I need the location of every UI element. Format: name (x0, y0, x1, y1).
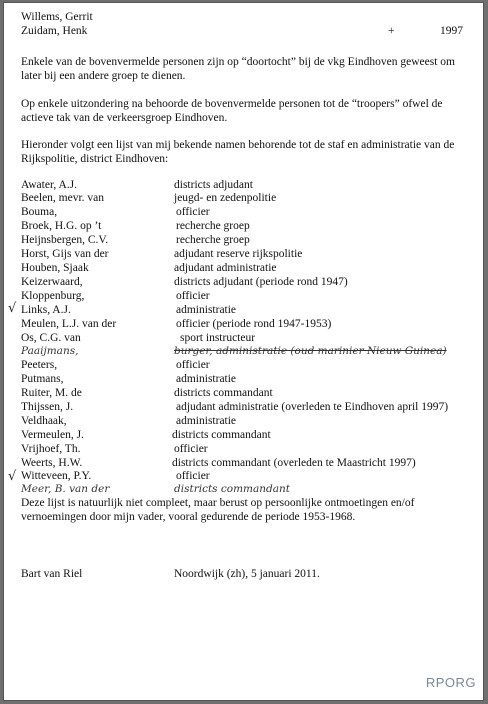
staff-name: Thijssen, J. (21, 401, 74, 413)
header-plus: + (388, 25, 395, 37)
staff-role: districts commandant (174, 483, 290, 495)
paragraph-2: Op enkele uitzondering na behoorde de bovenvermelde personen tot de “troopers” ofwel de actieve tak van de verkeersgroep Eindhoven. (21, 98, 443, 124)
staff-role: districts commandant (172, 429, 271, 441)
staff-name: Vrijhoef, Th. (21, 443, 81, 455)
staff-name: Houben, Sjaak (21, 262, 89, 274)
staff-role: districts commandant (overleden te Maastricht 1997) (172, 457, 416, 469)
staff-name: Bouma, (21, 206, 58, 218)
staff-name: Os, C.G. van (21, 332, 81, 344)
staff-role: adjudant reserve rijkspolitie (174, 248, 303, 260)
staff-name: Ruiter, M. de (21, 387, 82, 399)
staff-name: Vermeulen, J. (21, 429, 84, 441)
staff-name: Paaijmans, (21, 345, 79, 357)
staff-role: administratie (176, 373, 237, 385)
staff-role: adjudant administratie (174, 262, 277, 274)
staff-role: officier (176, 206, 210, 218)
paragraph-3: Hieronder volgt een lijst van mij bekende namen behorende tot de staf en administratie van de Rijkspolitie, district Eindhoven: (21, 139, 455, 165)
header-name-2: Zuidam, Henk (21, 25, 88, 37)
staff-name: Links, A.J. (21, 304, 71, 316)
staff-role: recherche groep (176, 234, 250, 246)
checkmark-witteveen: √ (8, 469, 17, 484)
staff-role: sport instructeur (180, 332, 256, 344)
checkmark-links: √ (8, 301, 17, 316)
staff-role: districts adjudant (periode rond 1947) (174, 276, 348, 288)
staff-name: Awater, A.J. (21, 179, 77, 191)
staff-name: Weerts, H.W. (21, 457, 83, 469)
signature-place-date: Noordwijk (zh), 5 januari 2011. (174, 568, 320, 580)
document-page (3, 2, 484, 701)
staff-name: Broek, H.G. op ’t (21, 220, 102, 232)
staff-name: Meer, B. van der (21, 483, 110, 495)
staff-name: Kloppenburg, (21, 290, 85, 302)
staff-role: jeugd- en zedenpolitie (174, 192, 277, 204)
staff-name: Horst, Gijs van der (21, 248, 109, 260)
staff-role: officier (periode rond 1947-1953) (176, 318, 332, 330)
paragraph-1: Enkele van de bovenvermelde personen zijn op “doortocht” bij de vkg Eindhoven geweest om later bij een andere groep te dienen. (21, 56, 455, 82)
staff-role: officier (174, 443, 208, 455)
rporg-watermark: RPORG (425, 675, 476, 690)
staff-name: Beelen, mevr. van (21, 192, 105, 204)
staff-role: districts adjudant (174, 179, 253, 191)
staff-role: administratie (176, 304, 237, 316)
staff-name: Heijnsbergen, C.V. (21, 234, 109, 246)
closing-paragraph: Deze lijst is natuurlijk niet compleet, maar berust op persoonlijke ontmoetingen en/of vernoemingen door mijn vader, vooral gedurende de periode 1953-1968. (21, 497, 415, 523)
staff-name: Keizerwaard, (21, 276, 83, 288)
staff-name: Peeters, (21, 359, 58, 371)
staff-role: officier (176, 290, 210, 302)
header-year: 1997 (440, 25, 463, 37)
staff-role: administratie (176, 415, 237, 427)
staff-name: Meulen, L.J. van der (21, 318, 117, 330)
staff-name: Witteveen, P.Y. (21, 470, 92, 482)
staff-role: officier (176, 359, 210, 371)
signature-author: Bart van Riel (21, 568, 83, 580)
staff-role: recherche groep (176, 220, 250, 232)
staff-role: adjudant administratie (overleden te Eindhoven april 1997) (176, 401, 449, 413)
staff-name: Veldhaak, (21, 415, 67, 427)
staff-role: districts commandant (174, 387, 273, 399)
header-name-1: Willems, Gerrit (21, 11, 93, 23)
staff-role: officier (176, 470, 210, 482)
staff-role: burger, administratie (oud marinier Nieuw Guinea) (174, 345, 447, 357)
staff-name: Putmans, (21, 373, 64, 385)
